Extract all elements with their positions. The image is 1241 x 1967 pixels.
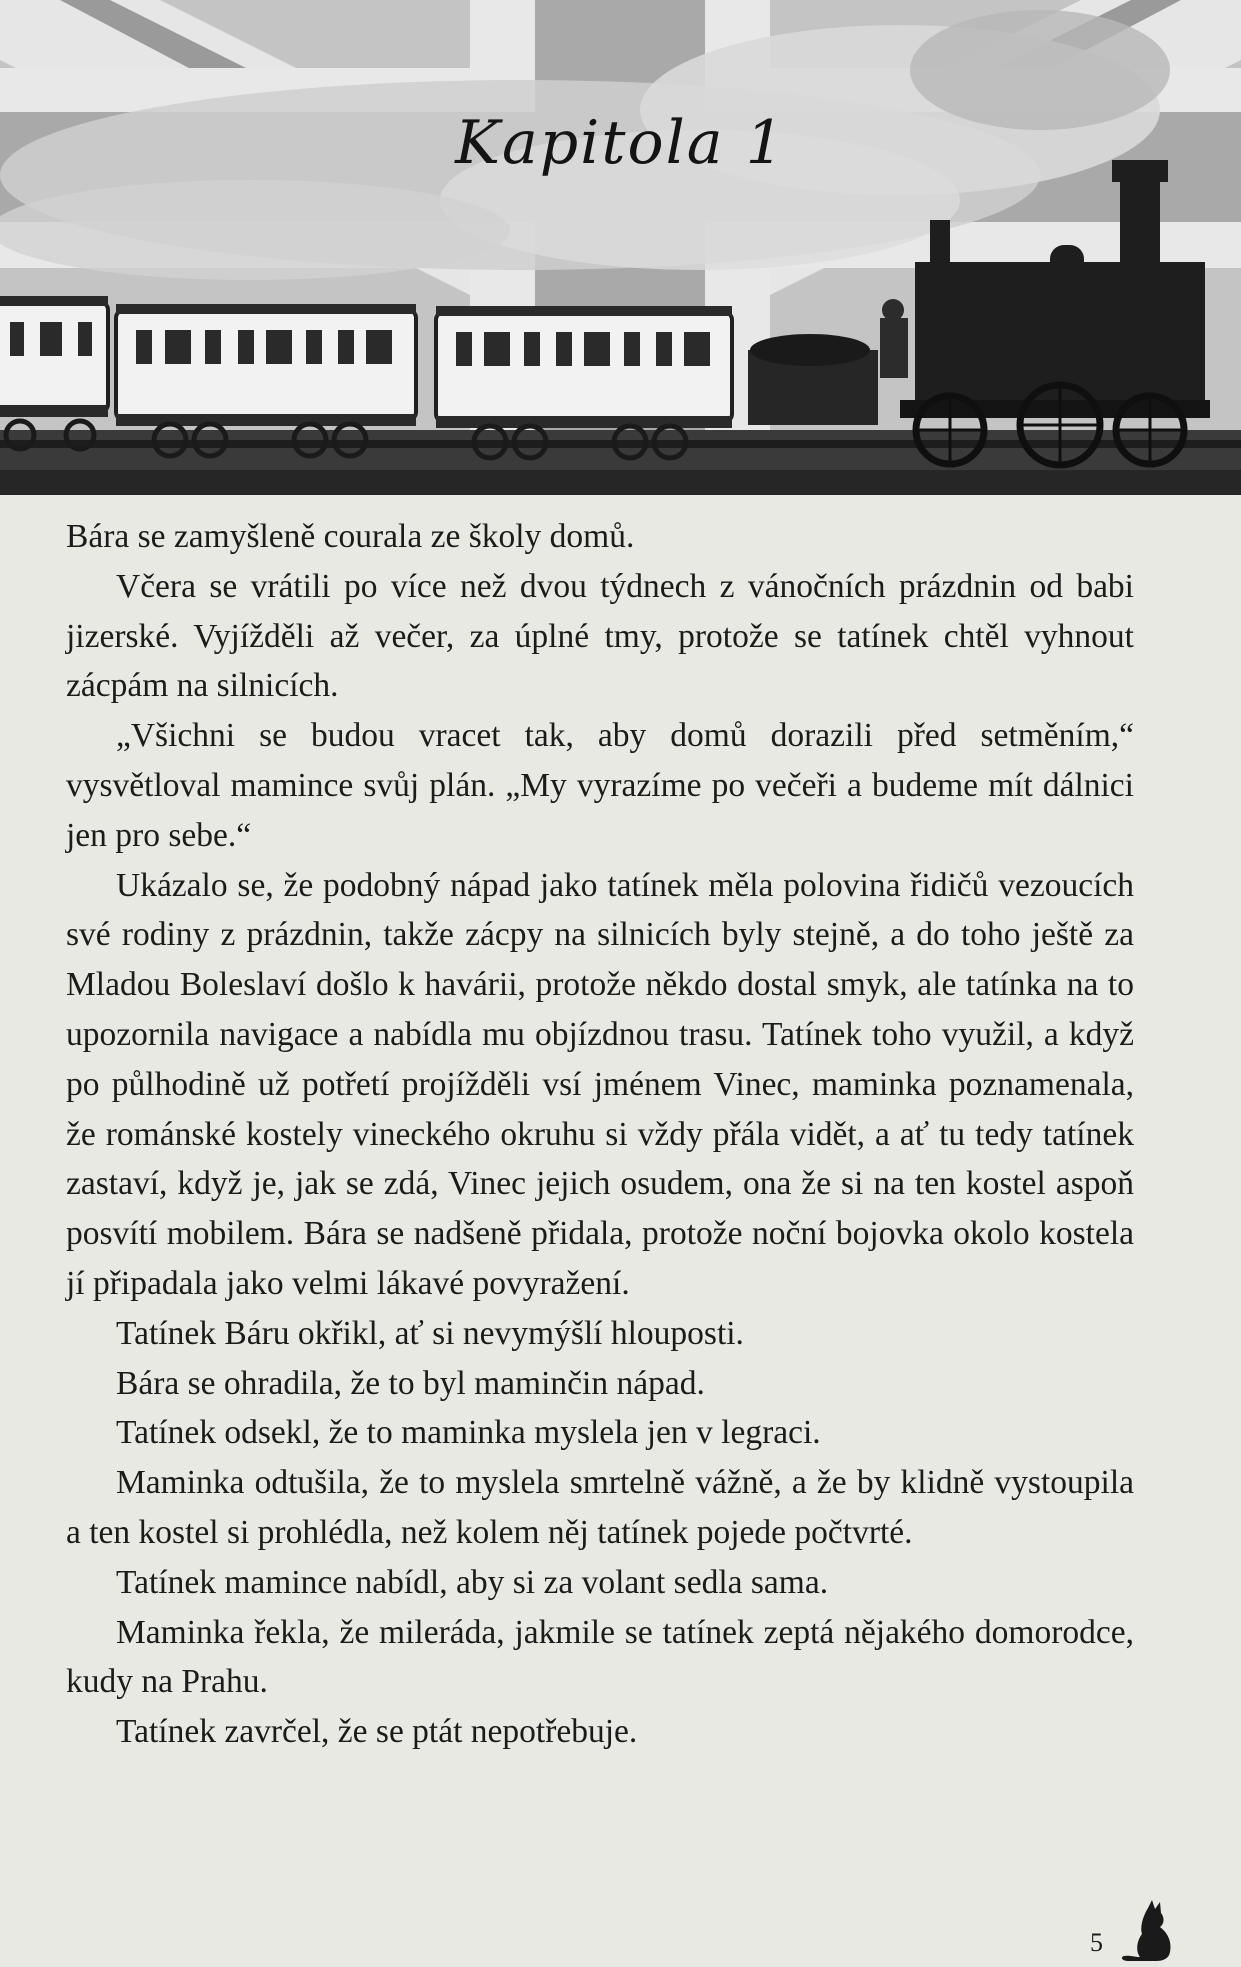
page-number: 5	[1090, 1928, 1103, 1957]
paragraph: Tatínek Báru okřikl, ať si nevymýšlí hlouposti.	[116, 1314, 744, 1352]
chapter-header-illustration	[0, 0, 1241, 495]
paragraph: Maminka odtušila, že to myslela smrtelně vážně, a že by klidně vystoupila a ten kostel si prohlédla, než kolem něj tatínek pojede počtvrté.	[66, 1464, 1134, 1551]
paragraph: Bára se ohradila, že to byl maminčin nápad.	[116, 1364, 705, 1402]
paragraph: Tatínek zavrčel, že se ptát nepotřebuje.	[116, 1713, 638, 1751]
cat-icon	[1118, 1900, 1174, 1962]
paragraph: Včera se vrátili po více než dvou týdnech z vánočních prázdnin od babi jizerské. Vyjížděli až večer, za úplné tmy, protože se tatínek chtěl vyhnout zácpám na silnicích.	[66, 567, 1134, 705]
paragraph: Maminka řekla, že mileráda, jakmile se tatínek zeptá nějakého domorodce, kudy na Prahu.	[66, 1613, 1134, 1701]
paragraph: Tatínek odsekl, že to maminka myslela jen v legraci.	[116, 1414, 821, 1452]
train-illustration	[0, 0, 1241, 495]
paragraph: „Všichni se budou vracet tak, aby domů dorazili před setměním,“ vysvětloval mamince svůj plán. „My vyrazíme po večeři a budeme mít dálnici jen pro sebe.“	[66, 717, 1134, 854]
paragraph: Tatínek mamince nabídl, aby si za volant sedla sama.	[116, 1563, 829, 1601]
chapter-title: Kapitola 1	[455, 108, 786, 178]
paragraph: Bára se zamyšleně courala ze školy domů.	[66, 518, 635, 555]
body-text	[66, 512, 1134, 1757]
paragraph: Ukázalo se, že podobný nápad jako tatínek měla polovina řidičů vezoucích své rodiny z prázdnin, takže zácpy na silnicích byly stejně, a do toho ještě za Mladou Boleslaví došlo k havárii, protože někdo dostal smyk, ale tatínka na to upozornila navigace a nabídla mu objízdnou trasu. Tatínek toho využil, a když po půlhodině už potřetí projížděli vsí jménem Vinec, maminka poznamenala, že románské kostely vineckého okruhu si vždy přála vidět, a ať tu tedy tatínek zastaví, když je, jak se zdá, Vinec jejich osudem, ona že si na ten kostel aspoň posvítí mobilem. Bára se nadšeně přidala, protože noční bojovka okolo kostela jí připadala jako velmi lákavé povyražení.	[66, 866, 1134, 1302]
